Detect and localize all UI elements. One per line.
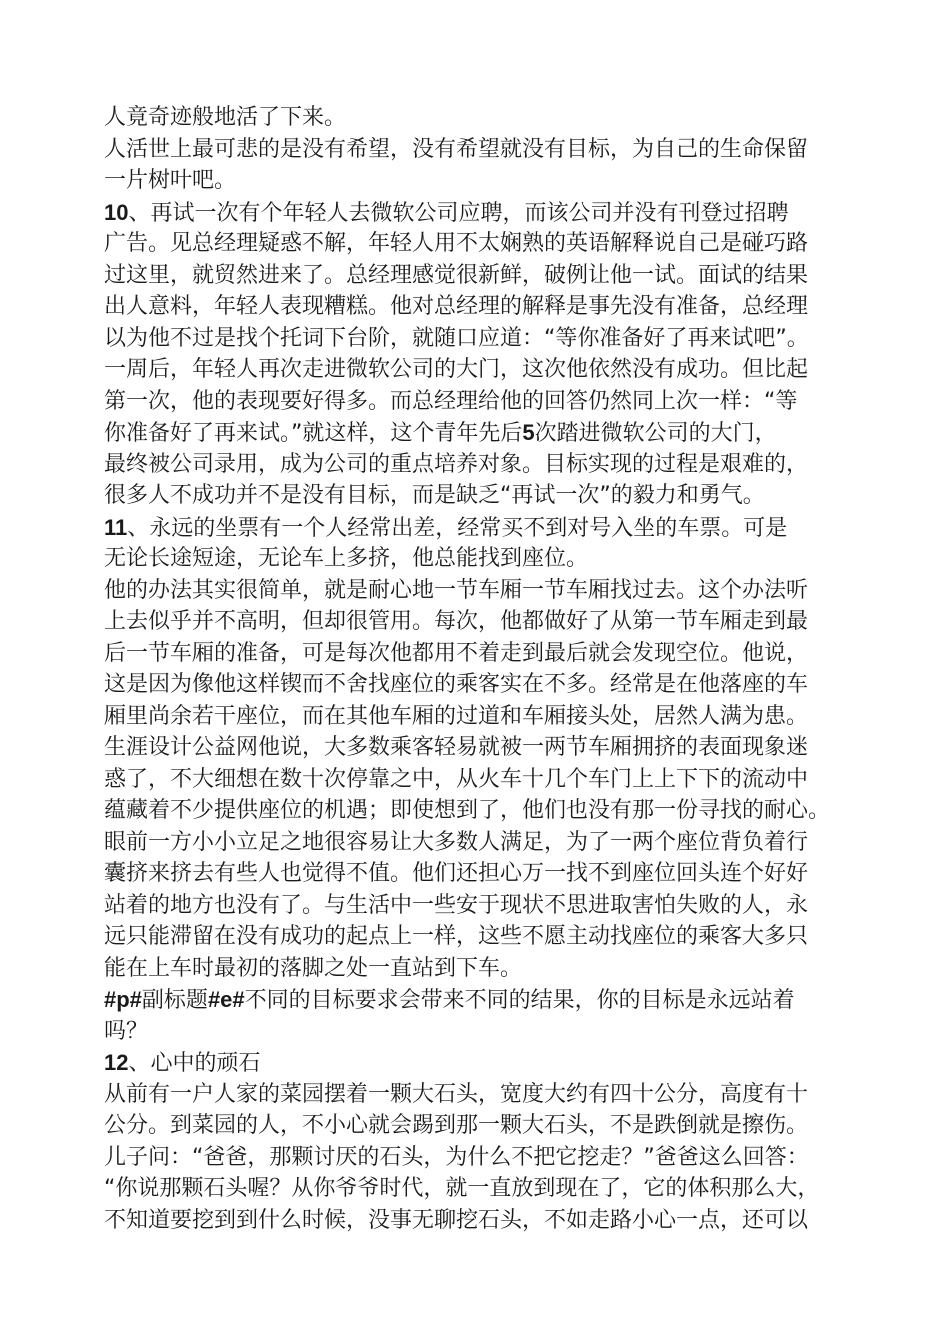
text-line: 10、再试一次有个年轻人去微软公司应聘，而该公司并没有刊登过招聘	[104, 199, 789, 226]
text-line: 12、心中的顽石	[104, 1050, 261, 1076]
text-line: 惑了，不大细想在数十次停靠之中，从火车十几个车门上上下下的流动中	[104, 766, 809, 792]
text-line: 上去似乎并不高明，但却很管用。每次，他都做好了从第一节车厢走到最	[104, 609, 809, 634]
text-line: 以为他不过是找个托词下台阶，就随口应道：“等你准备好了再来试吧”。	[104, 325, 809, 351]
text-line: 很多人不成功并不是没有目标，而是缺乏“再试一次”的毅力和勇气。	[104, 483, 765, 508]
text-line: “你说那颗石头喔？从你爷爷时代，就一直放到现在了，它的体积那么大，	[104, 1176, 820, 1201]
text-line: 蕴藏着不少提供座位的机遇；即使想到了，他们也没有那一份寻找的耐心。	[104, 798, 831, 823]
text-line: 吗？	[104, 1018, 149, 1044]
text-line: 人活世上最可悲的是没有希望，没有希望就没有目标，为自己的生命保留	[104, 136, 809, 162]
text-line: 生涯设计公益网他说，大多数乘客轻易就被一两节车厢拥挤的表面现象迷	[104, 735, 809, 760]
text-line: 第一次，他的表现要好得多。而总经理给他的回答仍然同上次一样：“等	[104, 388, 798, 414]
text-line: 不知道要挖到到什么时候，没事无聊挖石头，不如走路小心一点，还可以	[104, 1207, 809, 1233]
text-line: 广告。见总经理疑惑不解，年轻人用不太娴熟的英语解释说自己是碰巧路	[104, 231, 809, 256]
text-line: 能在上车时最初的落脚之处一直站到下车。	[104, 955, 523, 981]
text-line: 出人意料，年轻人表现糟糕。他对总经理的解释是事先没有准备，总经理	[104, 294, 809, 319]
text-line: 站着的地方也没有了。与生活中一些安于现状不思进取害怕失败的人，永	[104, 892, 809, 918]
text-line: 从前有一户人家的菜园摆着一颗大石头，宽度大约有四十公分，高度有十	[104, 1081, 809, 1107]
text-line: 无论长途短途，无论车上多挤，他总能找到座位。	[104, 546, 589, 571]
text-line: 厢里尚余若干座位，而在其他车厢的过道和车厢接头处，居然人满为患。	[104, 703, 809, 729]
text-line: 公分。到菜园的人，不小心就会踢到那一颗大石头，不是跌倒就是擦伤。	[104, 1113, 809, 1138]
text-line: 人竟奇迹般地活了下来。	[104, 105, 347, 130]
document-page	[104, 102, 864, 1236]
text-line: 远只能滞留在没有成功的起点上一样，这些不愿主动找座位的乘客大多只	[104, 924, 809, 949]
text-line: 他的办法其实很简单，就是耐心地一节车厢一节车厢找过去。这个办法听	[104, 577, 809, 603]
text-line: 你准备好了再来试。”就这样，这个青年先后5次踏进微软公司的大门，	[104, 420, 777, 446]
text-line: 儿子问：“爸爸，那颗讨厌的石头，为什么不把它挖走？”爸爸这么回答：	[104, 1144, 809, 1170]
text-line: #p#副标题#e#不同的目标要求会带来不同的结果，你的目标是永远站着	[104, 987, 795, 1013]
text-line: 眼前一方小小立足之地很容易让大多数人满足，为了一两个座位背负着行	[104, 829, 809, 855]
text-line: 最终被公司录用，成为公司的重点培养对象。目标实现的过程是艰难的，	[104, 451, 809, 477]
text-line: 一周后，年轻人再次走进微软公司的大门，这次他依然没有成功。但比起	[104, 357, 809, 382]
text-line: 一片树叶吧。	[104, 168, 237, 193]
text-line: 后一节车厢的准备，可是每次他都用不着走到最后就会发现空位。他说，	[104, 640, 809, 666]
text-line: 过这里，就贸然进来了。总经理感觉很新鲜，破例让他一试。面试的结果	[104, 262, 809, 288]
text-line: 囊挤来挤去有些人也觉得不值。他们还担心万一找不到座位回头连个好好	[104, 861, 809, 886]
text-line: 这是因为像他这样锲而不舍找座位的乘客实在不多。经常是在他落座的车	[104, 672, 809, 697]
text-line: 11、永远的坐票有一个人经常出差，经常买不到对号入坐的车票。可是	[104, 514, 788, 541]
